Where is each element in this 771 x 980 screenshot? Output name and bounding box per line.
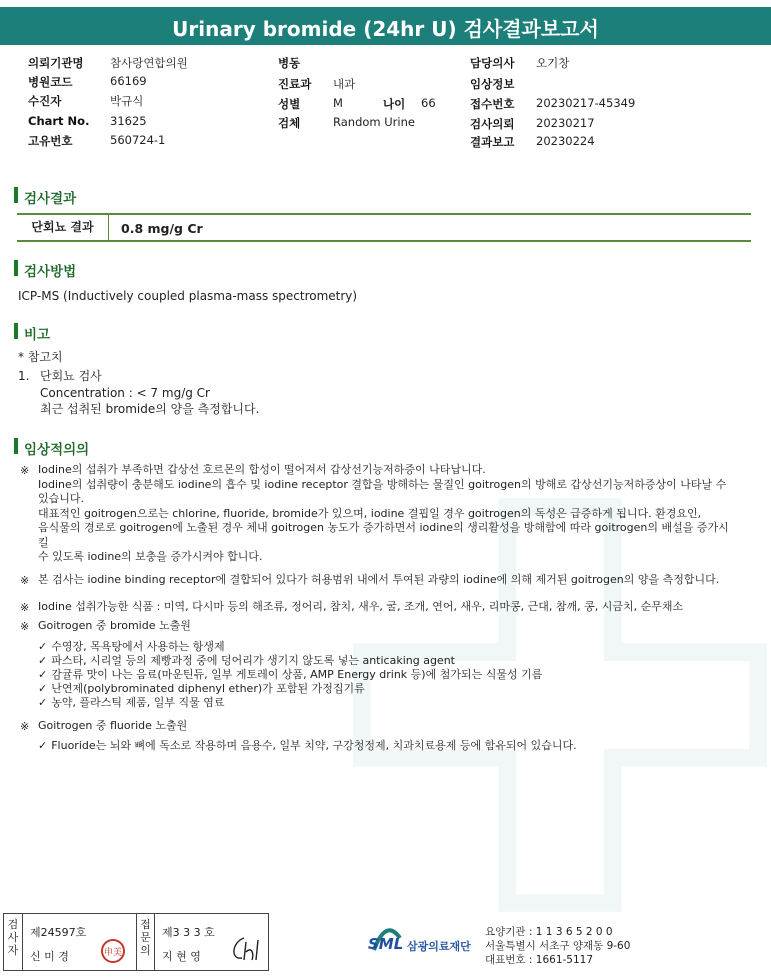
unique-no-label: 고유번호 <box>28 134 73 148</box>
lab-logo-text: SML <box>368 935 404 953</box>
note-mark: ※ <box>20 620 30 633</box>
signature-box <box>3 913 269 971</box>
chart-no-value: 31625 <box>110 114 147 128</box>
note-mark: ※ <box>20 464 30 477</box>
signature-icon <box>226 932 264 966</box>
clinical-line: 대표적인 goitrogen으로는 chlorine, fluoride, bromide가 있으며, iodine 결핍일 경우 goitrogen의 독성은 급증하게 됩니다. 환경요인, <box>38 506 702 520</box>
report-date-label: 결과보고 <box>470 135 515 149</box>
clinical-paragraph-1 <box>38 463 738 565</box>
dept-value: 내과 <box>333 77 356 91</box>
unique-no-value: 560724-1 <box>110 133 166 147</box>
lab-address: 서울특별시 서초구 양재동 9-60 <box>485 940 631 952</box>
lab-phone: 대표번호 : 1661-5117 <box>485 954 594 966</box>
sex-value: M <box>333 96 343 110</box>
clinical-line: Iodine의 섭취가 부족하면 갑상선 호르몬의 합성이 떨어져서 갑상선기능저하증이 나타납니다. <box>38 463 486 476</box>
doctor-label: 담당의사 <box>470 56 515 70</box>
result-table <box>17 213 751 242</box>
examiner-seal-icon <box>100 938 126 964</box>
check-icon: ✓ <box>38 696 48 709</box>
request-date-value: 20230217 <box>536 116 595 130</box>
check-icon: ✓ <box>38 640 48 653</box>
report-title: Urinary bromide (24hr U) 검사결과보고서 <box>0 7 771 45</box>
hospital-code-label: 병원코드 <box>28 75 73 89</box>
fluoride-source-item: ✓ Fluoride는 뇌와 뼈에 독소로 작용하며 음용수, 일부 치약, 구강청정제, 치과치료용제 등에 함유되어 있습니다. <box>38 739 577 752</box>
sex-label: 성별 <box>278 97 301 111</box>
bromide-sources-title: Goitrogen 중 bromide 노출원 <box>38 619 191 632</box>
clinical-iodine-foods: Iodine 섭취가능한 식품 : 미역, 다시마 등의 해조류, 정어리, 참치, 새우, 굴, 조개, 연어, 새우, 리마콩, 근대, 참깨, 콩, 시금치, 순무채소 <box>38 600 684 613</box>
lab-name: 삼광의료재단 <box>407 940 471 953</box>
report-date-value: 20230224 <box>536 134 595 148</box>
examiner-license-no: 제24597호 <box>30 926 87 939</box>
section-clinical-heading: 임상적의의 <box>14 438 89 458</box>
note-mark: ※ <box>20 601 30 614</box>
reference-item-number: 1. <box>18 369 30 383</box>
bromide-source-item: ✓ 농약, 플라스틱 제품, 일부 직물 염료 <box>38 696 225 709</box>
check-icon: ✓ <box>38 668 48 681</box>
section-result-heading: 검사결과 <box>14 187 76 207</box>
reception-no-value: 20230217-45349 <box>536 96 636 110</box>
reference-concentration: Concentration : < 7 mg/g Cr <box>40 386 210 400</box>
patient-value: 박규식 <box>110 94 144 108</box>
fluoride-sources-title: Goitrogen 중 fluoride 노출원 <box>38 719 188 732</box>
doctor-value: 오기창 <box>536 56 570 70</box>
patient-label: 수진자 <box>28 94 62 108</box>
reception-no-label: 접수번호 <box>470 97 515 111</box>
clinical-line: 음식물의 경로로 goitrogen에 노출된 경우 체내 goitrogen 농도가 증가하면서 iodine의 생리활성을 방해함에 따라 goitrogen의 배설을 증가시킬 <box>38 521 729 549</box>
examiner-label: 검 사 자 <box>4 914 23 970</box>
note-mark: ※ <box>20 574 30 587</box>
reference-note: 최근 섭취된 bromide의 양을 측정합니다. <box>40 402 260 416</box>
ward-label: 병동 <box>278 56 301 70</box>
specimen-value: Random Urine <box>333 115 415 129</box>
bromide-source-item: ✓ 감귤류 맛이 나는 음료(마운틴듀, 일부 게토레이 상품, AMP Energy drink 등)에 첨가되는 식물성 기름 <box>38 668 543 681</box>
bromide-source-item: ✓ 파스타, 시리얼 등의 제빵과정 중에 덩어리가 생기지 않도록 넣는 anticaking agent <box>38 654 455 667</box>
clinical-paragraph-2: 본 검사는 iodine binding receptor에 결합되어 있다가 허용범위 내에서 투여된 과량의 iodine에 의해 제거된 goitrogen의 양을 측정합니다. <box>38 573 720 586</box>
specimen-label: 검체 <box>278 116 301 130</box>
method-text: ICP-MS (Inductively coupled plasma-mass spectrometry) <box>18 289 358 303</box>
reference-header: * 참고치 <box>18 350 63 364</box>
confirmer-label: 접 문 의 <box>136 914 155 970</box>
result-value: 0.8 mg/g Cr <box>121 221 203 236</box>
chart-no-label: Chart No. <box>28 114 90 128</box>
bromide-source-item: ✓ 수영장, 목욕탕에서 사용하는 항생제 <box>38 640 225 653</box>
clinical-line: 수 있도록 iodine의 보충을 증가시켜야 합니다. <box>38 550 263 563</box>
age-value: 66 <box>421 96 436 110</box>
hospital-value: 참사랑연합의원 <box>110 56 188 70</box>
lab-contact-info <box>485 925 630 967</box>
section-method-heading: 검사방법 <box>14 260 76 280</box>
note-mark: ※ <box>20 720 30 733</box>
dept-label: 진료과 <box>278 77 312 91</box>
lab-code: 요양기관 : 1 1 3 6 5 2 0 0 <box>485 926 613 938</box>
clinical-line: Iodine의 섭취량이 충분해도 iodine의 흡수 및 iodine receptor 결합을 방해하는 물질인 goitrogen의 방해로 갑상선기능저하증상이 나타날 수 <box>38 477 727 491</box>
check-icon: ✓ <box>38 654 48 667</box>
check-icon: ✓ <box>38 739 48 752</box>
confirmer-license-no: 제3 3 3 호 <box>162 926 215 939</box>
hospital-label: 의뢰기관명 <box>28 56 84 70</box>
request-date-label: 검사의뢰 <box>470 117 515 131</box>
confirmer-name: 지 현 영 <box>162 950 201 963</box>
clinical-info-label: 임상정보 <box>470 77 515 91</box>
check-icon: ✓ <box>38 682 48 695</box>
hospital-code-value: 66169 <box>110 74 147 88</box>
svg-text:申美: 申美 <box>103 948 123 958</box>
reference-item-title: 단회뇨 검사 <box>40 369 102 383</box>
examiner-name: 신 미 경 <box>30 950 69 963</box>
bromide-source-item: ✓ 난연제(polybrominated diphenyl ether)가 포함된 가정집기류 <box>38 682 365 695</box>
section-remarks-heading: 비고 <box>14 323 50 343</box>
clinical-line: 있습니다. <box>38 492 85 505</box>
age-label: 나이 <box>383 97 406 111</box>
result-label: 단회뇨 결과 <box>17 215 109 240</box>
